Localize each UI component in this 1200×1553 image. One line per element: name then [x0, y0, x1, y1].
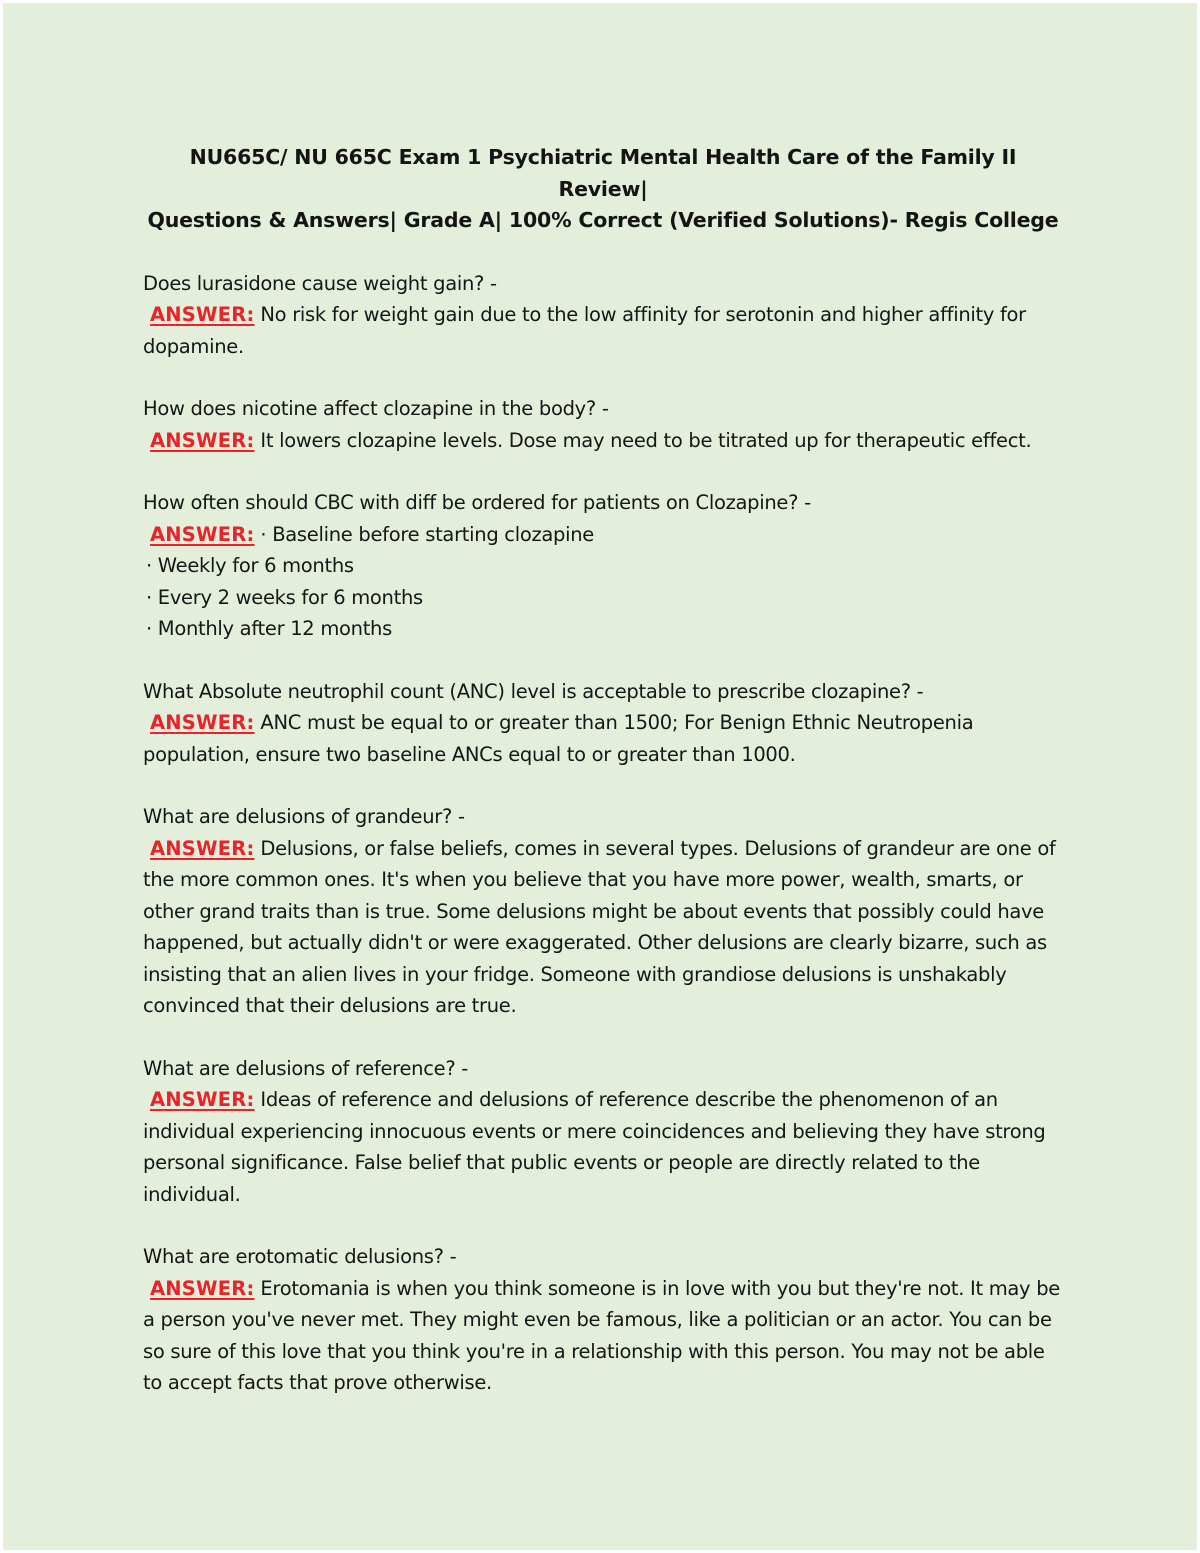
- answer-block: [143, 1084, 1063, 1210]
- answer-label: ANSWER:: [150, 1088, 255, 1111]
- answer-label: ANSWER:: [150, 836, 255, 860]
- answer-text: Delusions, or false beliefs, comes in several types. Delusions of grandeur are one of the more common ones. It's when you believe that you have more power, wealth, smarts, or other grand traits than is true. Some delusions might be about events that possibly could have happened, but actually didn't or were exaggerated. Other delusions are clearly bizarre, such as insisting that an alien lives in your fridge. Someone with grandiose delusions is unshakably convinced that their delusions are true.: [143, 836, 1056, 1017]
- document-page: [3, 3, 1197, 1550]
- qa-item-5: [143, 801, 1063, 1022]
- qa-item-2: [143, 393, 1063, 456]
- answer-text: Ideas of reference and delusions of reference describe the phenomenon of an individual experiencing innocuous events or mere coincidences and believing they have strong personal significance. False belief that public events or people are directly related to the individual.: [143, 1088, 1046, 1206]
- answer-block: [143, 519, 1063, 551]
- answer-block: [143, 1273, 1063, 1399]
- question-text: How does nicotine affect clozapine in the body? -: [143, 397, 609, 420]
- list-item: · Weekly for 6 months: [146, 554, 354, 577]
- document-content: [143, 142, 1063, 1399]
- qa-item-6: [143, 1053, 1063, 1211]
- answer-text: No risk for weight gain due to the low affinity for serotonin and higher affinity for dopamine.: [143, 303, 1026, 358]
- question-text: What Absolute neutrophil count (ANC) level is acceptable to prescribe clozapine? -: [143, 679, 924, 703]
- question-text: What are erotomatic delusions? -: [143, 1245, 457, 1268]
- qa-item-1: [143, 268, 1063, 363]
- answer-label: ANSWER:: [150, 711, 255, 734]
- answer-label: ANSWER:: [150, 1276, 255, 1300]
- answer-block: [143, 425, 1063, 457]
- answer-block: [143, 707, 1063, 770]
- question-text: How often should CBC with diff be ordered for patients on Clozapine? -: [143, 491, 811, 514]
- qa-item-7: [143, 1241, 1063, 1399]
- answer-label: ANSWER:: [150, 303, 255, 326]
- question-text: Does lurasidone cause weight gain? -: [143, 271, 497, 295]
- qa-item-3: [143, 487, 1063, 645]
- question-text: What are delusions of grandeur? -: [143, 805, 465, 828]
- title-line-2: Questions & Answers| Grade A| 100% Correct (Verified Solutions)- Regis College: [147, 208, 1059, 232]
- list-item: · Every 2 weeks for 6 months: [146, 585, 423, 609]
- qa-item-4: [143, 676, 1063, 771]
- answer-text: It lowers clozapine levels. Dose may need to be titrated up for therapeutic effect.: [254, 428, 1032, 452]
- answer-block: [143, 833, 1063, 1022]
- document-title: [143, 142, 1063, 237]
- answer-label: ANSWER:: [150, 428, 255, 452]
- answer-label: ANSWER:: [150, 522, 255, 546]
- answer-text: · Baseline before starting clozapine: [254, 522, 595, 546]
- question-text: What are delusions of reference? -: [143, 1056, 469, 1080]
- answer-text: ANC must be equal to or greater than 1500; For Benign Ethnic Neutropenia population, ensure two baseline ANCs equal to or greater than 1000.: [143, 711, 974, 766]
- list-item: · Monthly after 12 months: [146, 617, 392, 640]
- answer-text: Erotomania is when you think someone is in love with you but they're not. It may be a person you've never met. They might even be famous, like a politician or an actor. You can be so sure of this love that you think you're in a relationship with this person. You may not be able to accept facts that prove otherwise.: [143, 1276, 1060, 1394]
- title-line-1: NU665C/ NU 665C Exam 1 Psychiatric Mental Health Care of the Family II Review|: [189, 145, 1017, 201]
- answer-block: [143, 299, 1063, 362]
